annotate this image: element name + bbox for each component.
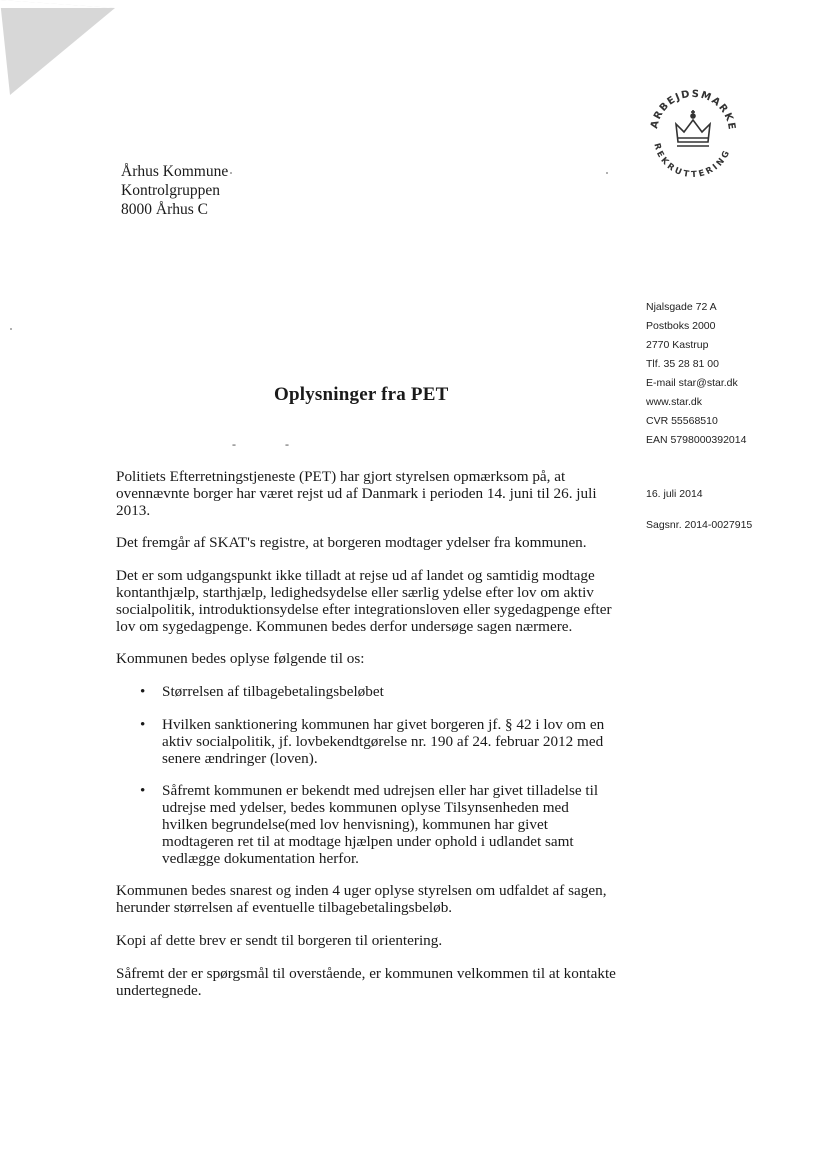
- recipient-name: Århus Kommune: [121, 163, 229, 180]
- paragraph: Kopi af dette brev er sendt til borgeren til orientering.: [116, 931, 443, 949]
- sender-details: [646, 298, 746, 450]
- svg-text:ARBEJDSMARKED: [640, 80, 737, 132]
- letter-body: [116, 469, 616, 1015]
- sender-ean: EAN 5798000392014: [646, 434, 747, 446]
- case-number: Sagsnr. 2014-0027915: [646, 519, 753, 531]
- logo-text-bottom: REKRUTTERING: [651, 142, 734, 181]
- scan-speck: [606, 172, 608, 174]
- recipient-department: Kontrolgruppen: [121, 182, 221, 199]
- redaction-mark: -: [285, 437, 289, 451]
- list-item: • Hvilken sanktionering kommunen har givet borgeren jf. § 42 i lov om en aktiv socialpolitik, jf. lovbekendtgørelse nr. 190 af 24. februar 2012 med senere ændringer (loven).: [140, 715, 605, 767]
- bullet-icon: •: [140, 683, 146, 701]
- scan-speck: [10, 328, 12, 330]
- paragraph: Det fremgår af SKAT's registre, at borgeren modtager ydelser fra kommunen.: [116, 534, 587, 552]
- svg-text:REKRUTTERING: [651, 142, 733, 180]
- list-item: • Størrelsen af tilbagebetalingsbeløbet: [140, 683, 384, 701]
- logo-text-top: ARBEJDSMARKE: [649, 88, 738, 132]
- bullet-icon: •: [140, 715, 146, 733]
- recipient-city: 8000 Århus C: [121, 201, 208, 218]
- redaction-mark: -: [232, 437, 236, 451]
- letter-title: Oplysninger fra PET: [274, 384, 449, 405]
- letter-date: 16. juli 2014: [646, 488, 703, 500]
- sender-website: www.star.dk: [646, 396, 703, 408]
- sender-email: E-mail star@star.dk: [646, 377, 738, 389]
- sender-cvr: CVR 55568510: [646, 415, 718, 427]
- sender-phone: Tlf. 35 28 81 00: [646, 358, 719, 370]
- sender-street: Njalsgade 72 A: [646, 301, 717, 313]
- paragraph: Politiets Efterretningstjeneste (PET) har gjort styrelsen opmærksom på, at ovennævnte borger har været rejst ud af Danmark i perioden 14. juni til 26. juli 2013.: [116, 468, 597, 519]
- scan-speck: [230, 172, 232, 174]
- bullet-icon: •: [140, 782, 146, 800]
- paragraph: Såfremt der er spørgsmål til overstående, er kommunen velkommen til at kontakte undertegnede.: [116, 964, 616, 999]
- agency-logo: [640, 80, 746, 186]
- request-list: [116, 684, 616, 867]
- sender-city: 2770 Kastrup: [646, 339, 709, 351]
- sender-postbox: Postboks 2000: [646, 320, 716, 332]
- folded-corner: [0, 0, 120, 100]
- paragraph: Kommunen bedes snarest og inden 4 uger oplyse styrelsen om udfaldet af sagen, herunder størrelsen af eventuelle tilbagebetalingsbeløb.: [116, 882, 607, 917]
- paragraph: Kommunen bedes oplyse følgende til os:: [116, 650, 365, 668]
- crown-icon: [676, 110, 710, 146]
- list-item: • Såfremt kommunen er bekendt med udrejsen eller har givet tilladelse til udrejse med ydelser, bedes kommunen oplyse Tilsynsenheden med hvilken begrundelse(med lov henvisning), kommunen har givet modtageren ret til at modtage hjælpen under ophold i udlandet samt vedlægge dokumentation herfor.: [140, 782, 599, 867]
- paragraph: Det er som udgangspunkt ikke tilladt at rejse ud af landet og samtidig modtage kontanthjælp, starthjælp, ledighedsydelse eller særlig ydelse efter lov om aktiv socialpolitik, introduktionsydelse efter integrationsloven eller sygedagpenge efter lov om sygedagpenge. Kommunen bedes derfor undersøge sagen nærmere.: [116, 567, 612, 635]
- recipient-address: [121, 162, 228, 219]
